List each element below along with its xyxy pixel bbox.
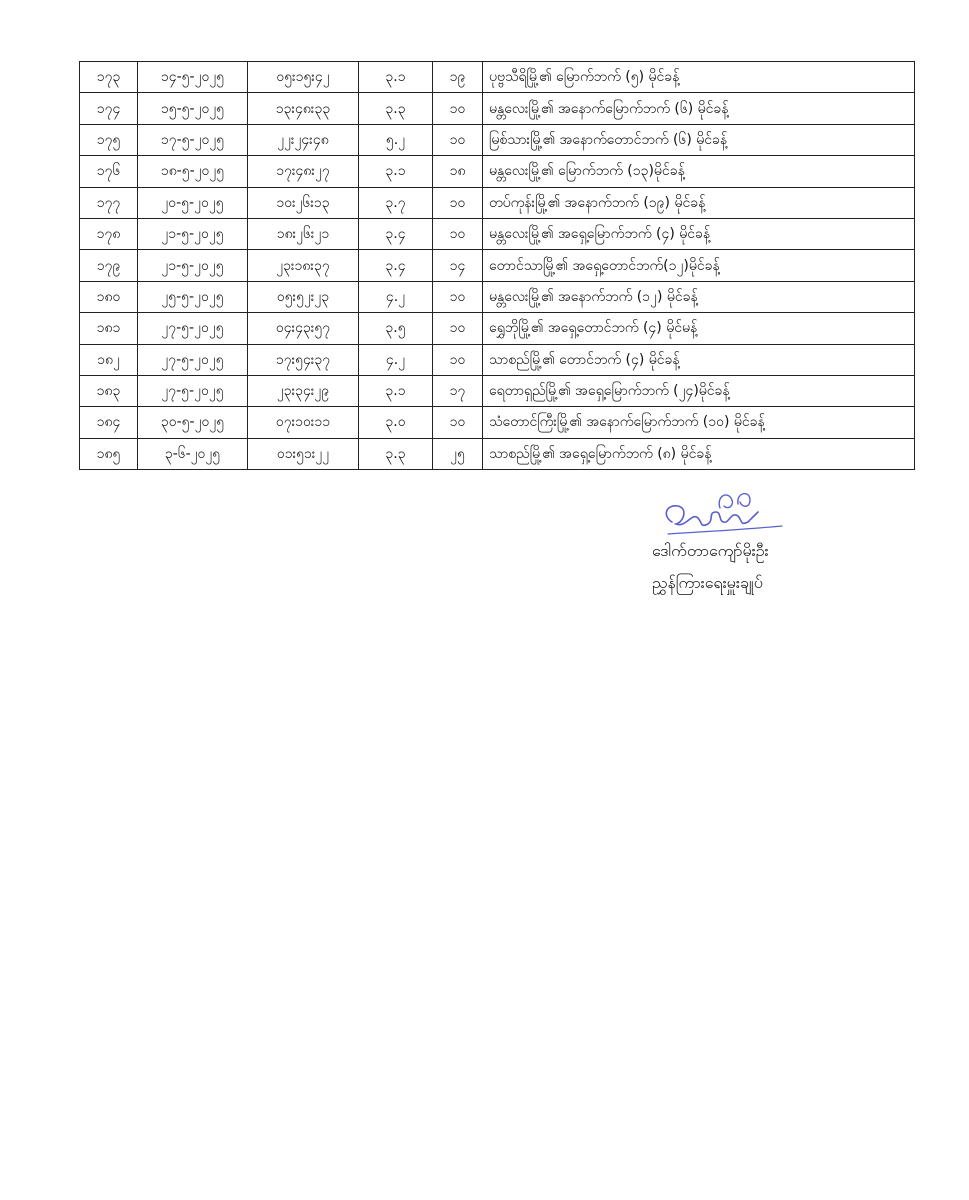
cell-depth: ၁၀ [433, 344, 483, 375]
cell-location: မန္တလေးမြို့၏ အနောက်ဘက် (၁၂) မိုင်ခန့် [483, 281, 915, 312]
cell-time: ၁၇း၅၄း၃၇ [248, 344, 359, 375]
cell-depth: ၂၅ [433, 438, 483, 469]
cell-date: ၂၇-၅-၂၀၂၅ [138, 313, 248, 344]
cell-depth: ၁၀ [433, 313, 483, 344]
cell-date: ၂၁-၅-၂၀၂၅ [138, 250, 248, 281]
cell-number: ၁၇၄ [80, 93, 138, 124]
cell-number: ၁၇၆ [80, 156, 138, 187]
table-row [80, 124, 915, 155]
cell-depth: ၁၀ [433, 124, 483, 155]
table-row [80, 281, 915, 312]
earthquake-table [79, 61, 915, 470]
cell-location: မြစ်သားမြို့၏ အနောက်တောင်ဘက် (၆) မိုင်ခန့် [483, 124, 915, 155]
signatory-name: ဒေါက်တာကျော်မိုးဦး [652, 541, 769, 560]
cell-number: ၁၈၄ [80, 407, 138, 438]
cell-depth: ၁၇ [433, 375, 483, 406]
cell-number: ၁၇၉ [80, 250, 138, 281]
cell-number: ၁၇၃ [80, 62, 138, 93]
handwritten-signature [658, 482, 788, 542]
cell-time: ၀၁း၅၁း၂၂ [248, 438, 359, 469]
table-row [80, 62, 915, 93]
cell-time: ၀၅း၅၂း၂၃ [248, 281, 359, 312]
cell-date: ၃၀-၅-၂၀၂၅ [138, 407, 248, 438]
cell-location: ပုဗ္ဗသီရိမြို့၏ မြောက်ဘက် (၅) မိုင်ခန့် [483, 62, 915, 93]
cell-magnitude: ၃.၁ [359, 156, 433, 187]
cell-date: ၂၅-၅-၂၀၂၅ [138, 281, 248, 312]
cell-depth: ၁၀ [433, 187, 483, 218]
signatory-title: ညွှန်ကြားရေးမှူးချုပ် [652, 573, 763, 592]
table-row [80, 156, 915, 187]
cell-time: ၀၅း၁၅း၄၂ [248, 62, 359, 93]
cell-number: ၁၈၅ [80, 438, 138, 469]
table-row [80, 218, 915, 249]
cell-magnitude: ၄.၂ [359, 344, 433, 375]
cell-location: သံတောင်ကြီးမြို့၏ အနောက်မြောက်ဘက် (၁၀) မိုင်ခန့် [483, 407, 915, 438]
table-row [80, 438, 915, 469]
cell-magnitude: ၄.၂ [359, 281, 433, 312]
cell-number: ၁၇၅ [80, 124, 138, 155]
cell-location: သာစည်မြို့၏ တောင်ဘက် (၄) မိုင်ခန့် [483, 344, 915, 375]
cell-date: ၂၁-၅-၂၀၂၅ [138, 218, 248, 249]
cell-date: ၁၈-၅-၂၀၂၅ [138, 156, 248, 187]
cell-number: ၁၈၃ [80, 375, 138, 406]
cell-magnitude: ၃.၃ [359, 438, 433, 469]
cell-magnitude: ၃.၃ [359, 93, 433, 124]
cell-magnitude: ၃.၅ [359, 313, 433, 344]
cell-time: ၂၃း၁၈း၃၇ [248, 250, 359, 281]
cell-time: ၁၃း၄၈း၃၃ [248, 93, 359, 124]
cell-time: ၀၇း၁၀း၁၁ [248, 407, 359, 438]
cell-time: ၂၃း၃၄း၂၉ [248, 375, 359, 406]
cell-number: ၁၇၇ [80, 187, 138, 218]
cell-magnitude: ၃.၄ [359, 250, 433, 281]
cell-date: ၁၇-၅-၂၀၂၅ [138, 124, 248, 155]
cell-depth: ၁၀ [433, 93, 483, 124]
cell-depth: ၁၀ [433, 281, 483, 312]
cell-time: ၀၄း၄၃း၅၇ [248, 313, 359, 344]
cell-location: တပ်ကုန်းမြို့၏ အနောက်ဘက် (၁၉) မိုင်ခန့် [483, 187, 915, 218]
cell-date: ၁၅-၅-၂၀၂၅ [138, 93, 248, 124]
cell-time: ၂၂း၂၄း၄၈ [248, 124, 359, 155]
cell-location: ရေတာရှည်မြို့၏ အရှေ့မြောက်ဘက် (၂၄)မိုင်ခန့် [483, 375, 915, 406]
table-row [80, 187, 915, 218]
cell-location: မန္တလေးမြို့၏ အနောက်မြောက်ဘက် (၆) မိုင်ခန့် [483, 93, 915, 124]
cell-time: ၁၇း၄၈း၂၇ [248, 156, 359, 187]
cell-time: ၁၈း၂၆း၂၁ [248, 218, 359, 249]
cell-magnitude: ၃.၄ [359, 218, 433, 249]
cell-magnitude: ၅.၂ [359, 124, 433, 155]
cell-magnitude: ၃.၀ [359, 407, 433, 438]
cell-location: မန္တလေးမြို့၏ မြောက်ဘက် (၁၃)မိုင်ခန့် [483, 156, 915, 187]
cell-date: ၂၇-၅-၂၀၂၅ [138, 344, 248, 375]
table-row [80, 250, 915, 281]
cell-date: ၂၀-၅-၂၀၂၅ [138, 187, 248, 218]
cell-number: ၁၈၁ [80, 313, 138, 344]
table-row [80, 407, 915, 438]
cell-depth: ၁၀ [433, 218, 483, 249]
cell-depth: ၁၀ [433, 407, 483, 438]
table-row [80, 344, 915, 375]
cell-magnitude: ၃.၁ [359, 375, 433, 406]
cell-depth: ၁၈ [433, 156, 483, 187]
cell-number: ၁၈၂ [80, 344, 138, 375]
cell-depth: ၁၄ [433, 250, 483, 281]
cell-date: ၃-၆-၂၀၂၅ [138, 438, 248, 469]
cell-magnitude: ၃.၁ [359, 62, 433, 93]
cell-location: ရွှေဘိုမြို့၏ အရှေ့တောင်ဘက် (၄) မိုင်မန့် [483, 313, 915, 344]
cell-depth: ၁၉ [433, 62, 483, 93]
cell-number: ၁၈၀ [80, 281, 138, 312]
cell-location: သာစည်မြို့၏ အရှေ့မြောက်ဘက် (၈) မိုင်ခန့် [483, 438, 915, 469]
cell-number: ၁၇၈ [80, 218, 138, 249]
cell-date: ၂၇-၅-၂၀၂၅ [138, 375, 248, 406]
cell-magnitude: ၃.၇ [359, 187, 433, 218]
cell-location: တောင်သာမြို့၏ အရှေ့တောင်ဘက်(၁၂)မိုင်ခန့် [483, 250, 915, 281]
cell-location: မန္တလေးမြို့၏ အရှေ့မြောက်ဘက် (၄) မိုင်ခန့် [483, 218, 915, 249]
cell-date: ၁၄-၅-၂၀၂၅ [138, 62, 248, 93]
table-row [80, 375, 915, 406]
cell-time: ၁၀း၂၆း၁၃ [248, 187, 359, 218]
table-row [80, 313, 915, 344]
table-row [80, 93, 915, 124]
